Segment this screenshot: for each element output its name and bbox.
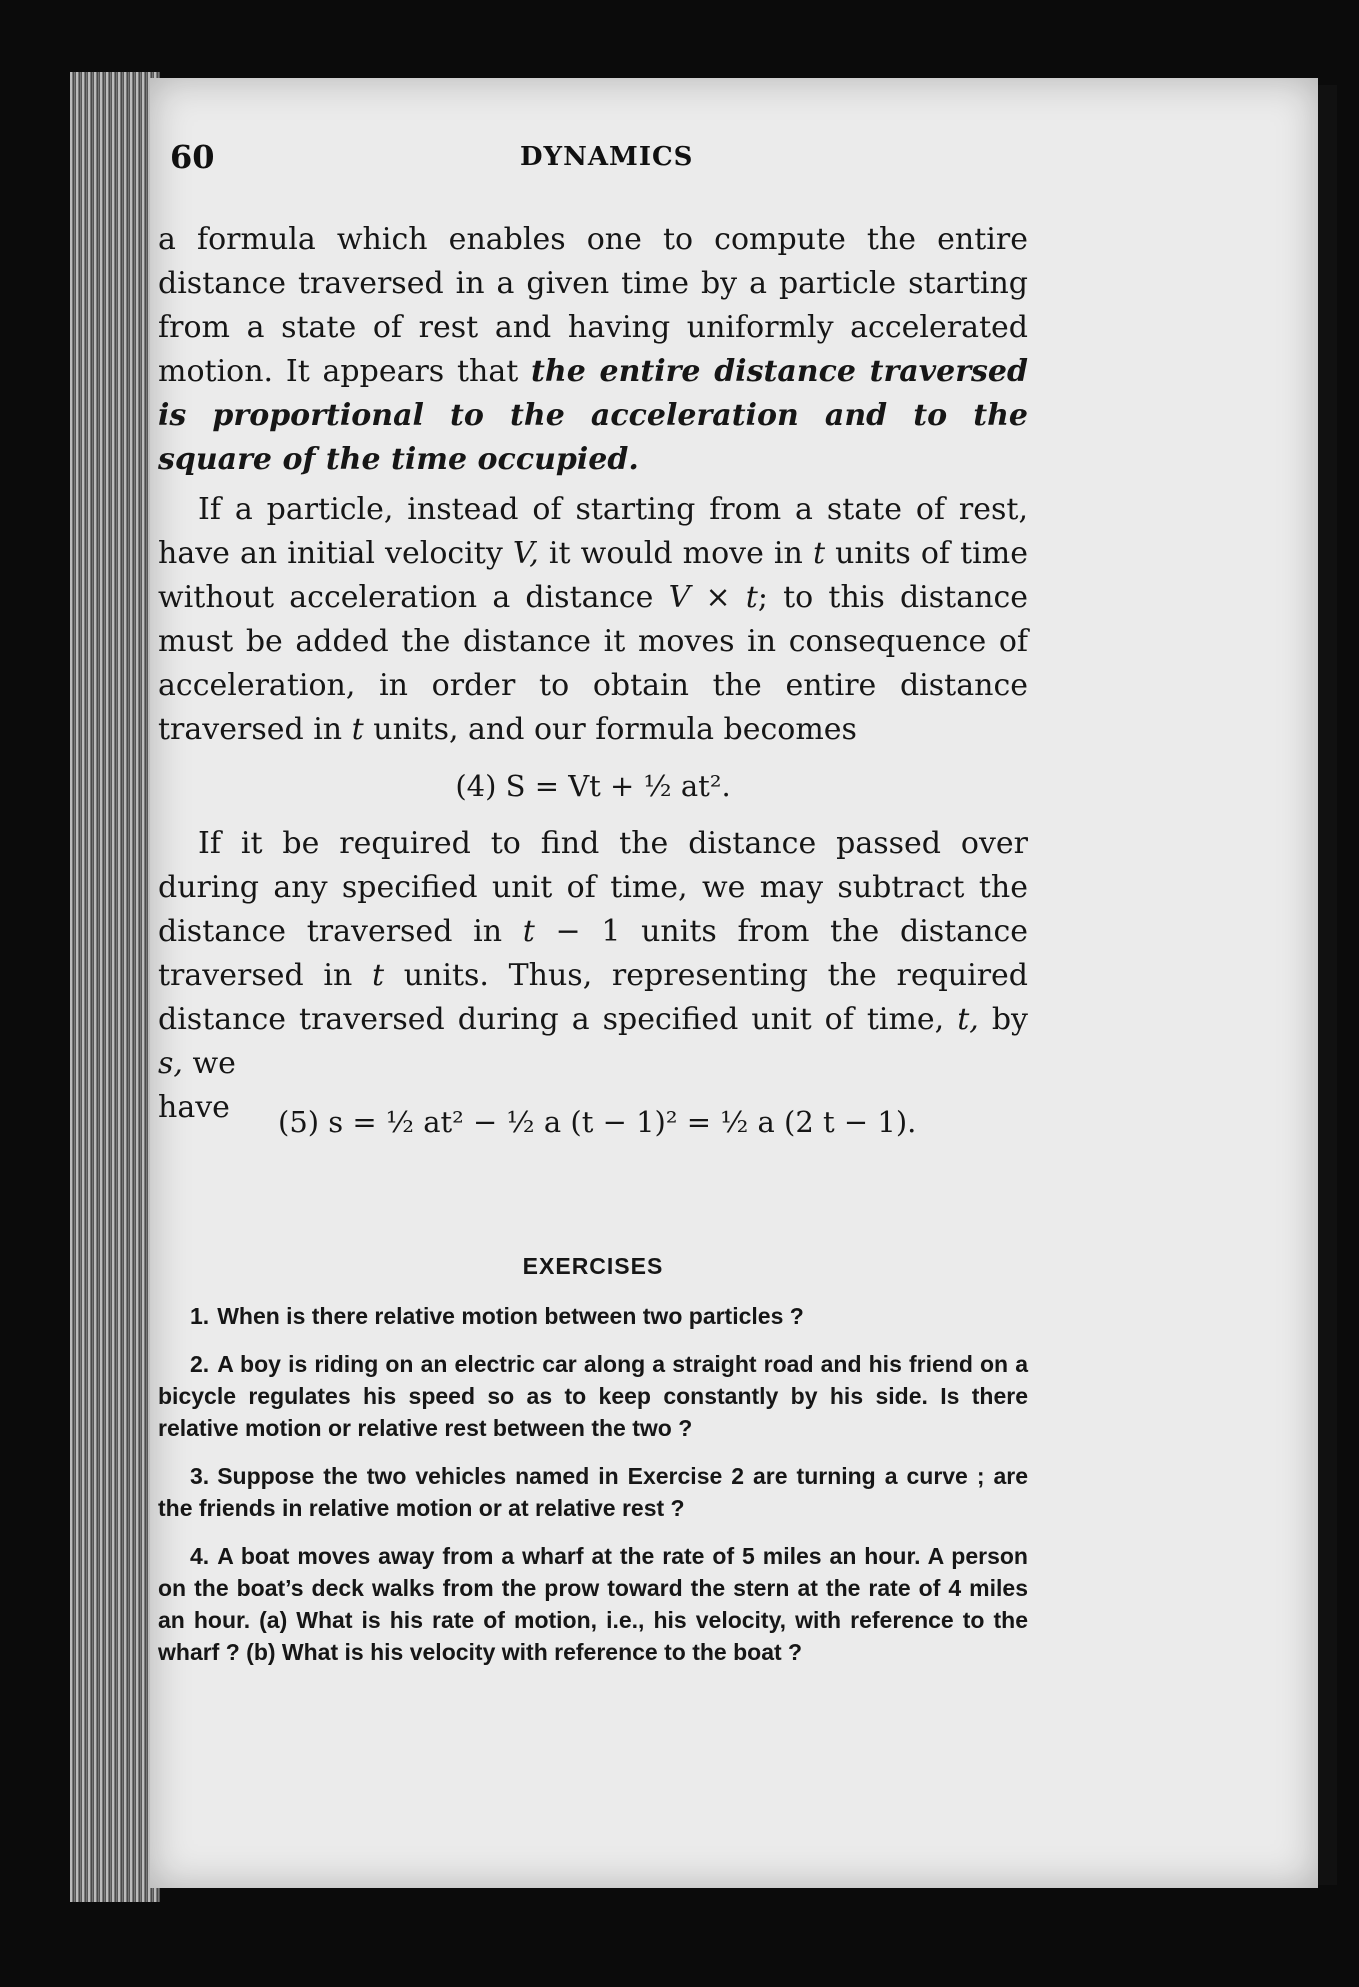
page-number: 60 xyxy=(170,138,215,176)
equation-5-row xyxy=(158,1086,1028,1142)
body-text xyxy=(158,218,1028,1142)
book-spine-edge xyxy=(1315,85,1337,1885)
equation-4: (4) S = Vt + ½ at². xyxy=(455,769,731,803)
paragraph-3: If it be required to find the distance passed over during any specified unit of time, we may subtract the distance traversed in t − 1 units from the distance traversed in t units. Thus, representing the required distance traversed during a specified unit of time, t, by s, we xyxy=(158,826,1028,1081)
exercise-item: 3. Suppose the two vehicles named in Exercise 2 are turning a curve ; are the friends in relative motion or at relative rest ? xyxy=(158,1463,1028,1521)
equation-5: (5) s = ½ at² − ½ a (t − 1)² = ½ a (2 t − 1). xyxy=(278,1105,917,1139)
exercise-item: 2. A boy is riding on an electric car along a straight road and his friend on a bicycle regulates his speed so as to keep constantly by his side. Is there relative motion or relative rest between the two ? xyxy=(158,1351,1028,1441)
emphasized-statement: the entire distance traversed is proportional to the acceleration and to the square of the time occupied. xyxy=(158,354,1028,477)
exercises-title: EXERCISES xyxy=(522,1253,664,1279)
have-word: have xyxy=(158,1090,230,1125)
exercise-item: 1. When is there relative motion between two particles ? xyxy=(190,1303,804,1329)
exercises-section xyxy=(158,1250,1028,1684)
running-head: DYNAMICS xyxy=(520,142,694,172)
exercise-item: 4. A boat moves away from a wharf at the rate of 5 miles an hour. A person on the boat’s deck walks from the prow toward the stern at the rate of 4 miles an hour. (a) What is his rate of motion, i.e., his velocity, with reference to the wharf ? (b) What is his velocity with reference to the boat ? xyxy=(158,1543,1028,1665)
paragraph-1: a formula which enables one to compute the entire distance traversed in a given time by a particle starting from a state of rest and having uniformly accelerated motion. It appears that the entire distance traversed is proportional to the acceleration and to the square of the time occupied. xyxy=(158,222,1028,477)
book-page-edges xyxy=(70,72,160,1902)
page-header xyxy=(170,138,1070,178)
paragraph-2: If a particle, instead of starting from a state of rest, have an initial velocity V, it would move in t units of time without acceleration a distance V × t; to this distance must be added the distance it moves in consequence of acceleration, in order to obtain the entire distance traversed in t units, and our formula becomes xyxy=(158,492,1028,747)
